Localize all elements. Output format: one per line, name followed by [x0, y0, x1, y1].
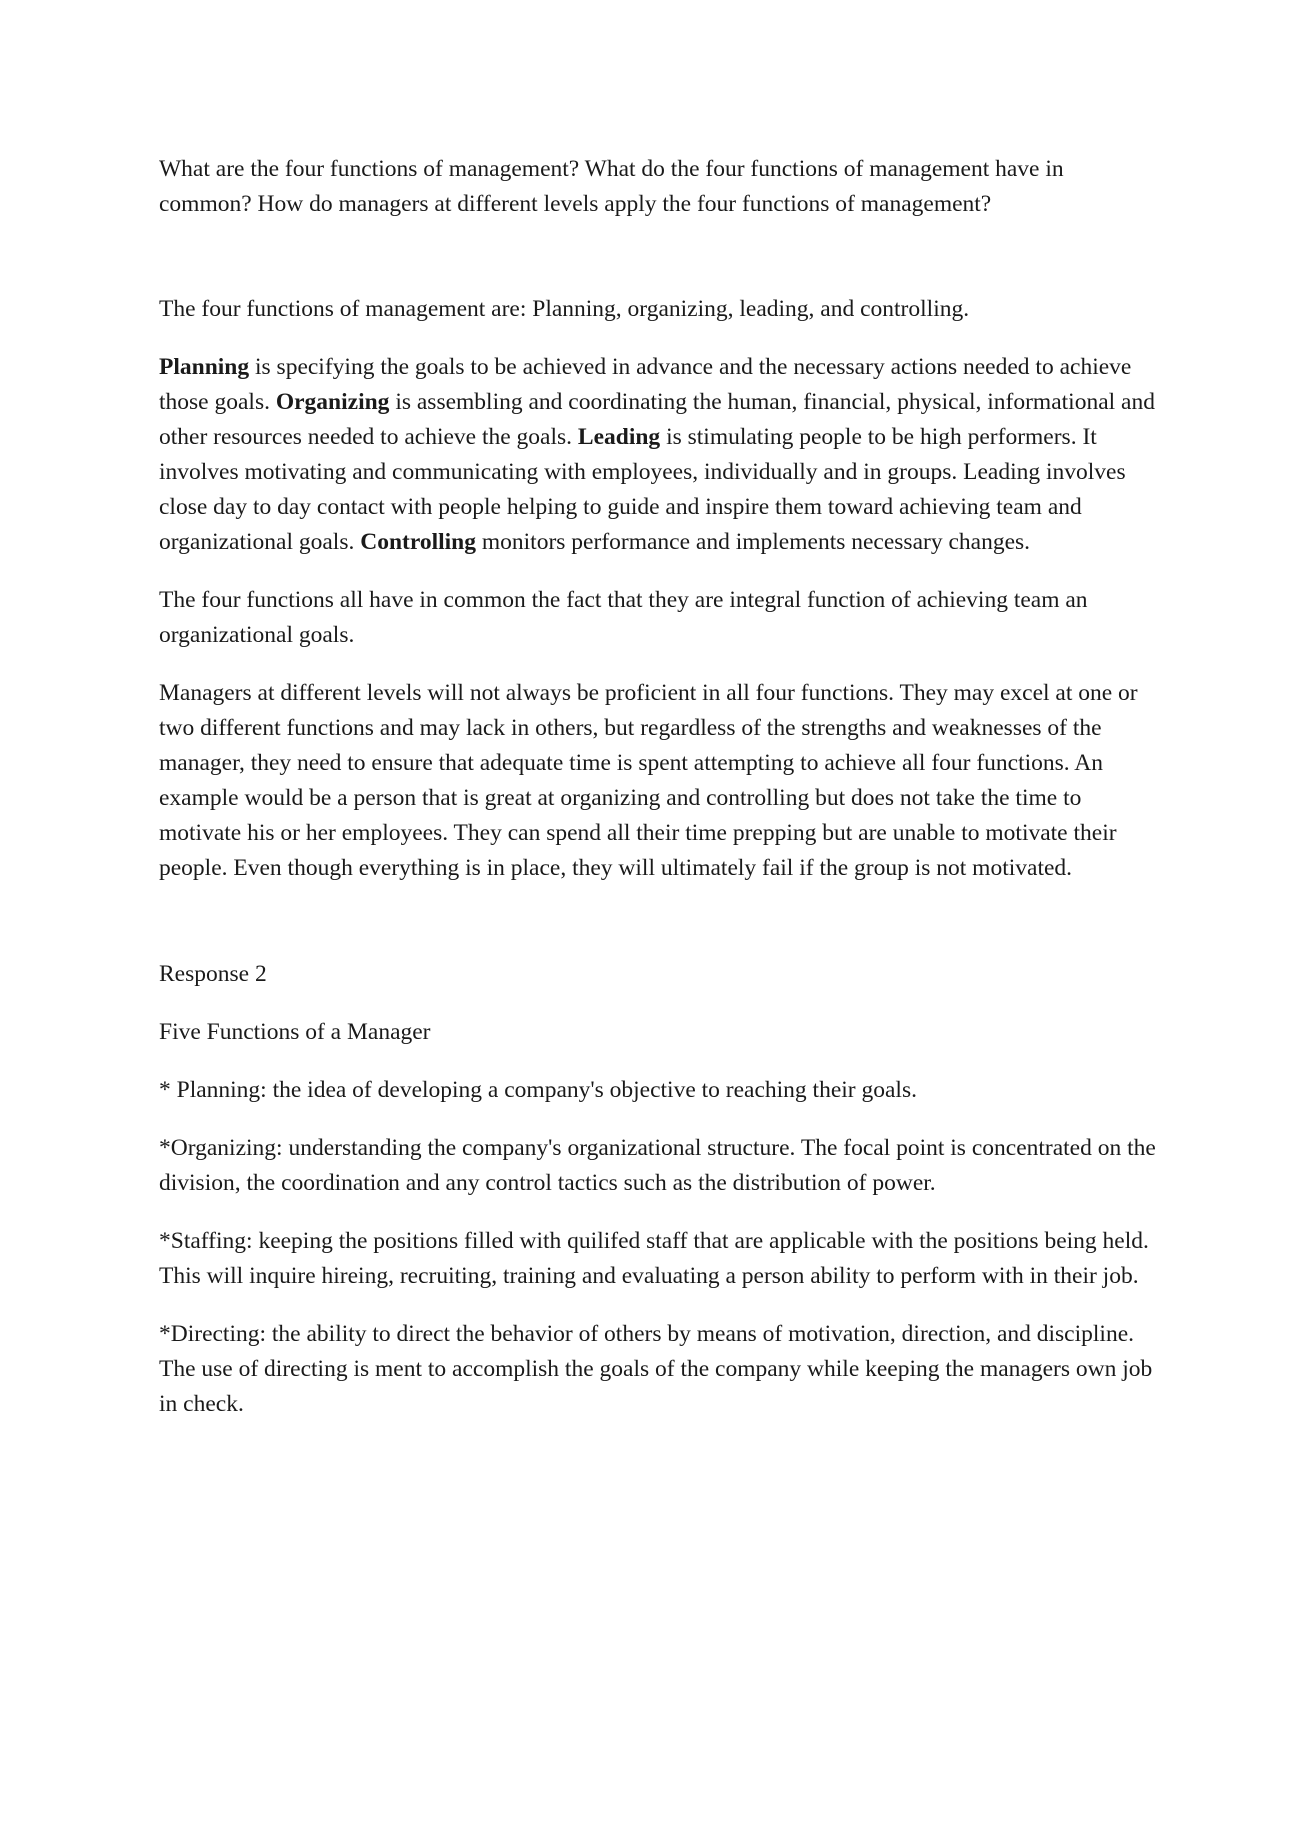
- planning-term: Planning: [159, 354, 250, 380]
- leading-term: Leading: [577, 424, 661, 450]
- controlling-text: monitors performance and implements necessary changes.: [476, 529, 1031, 555]
- list-item-staffing: *Staffing: keeping the positions filled with quilifed staff that are applicable with the positions being held. This will inquire hireing, recruiting, training and evaluating a person ability to perform with in their job.: [159, 1228, 1149, 1289]
- response2-subheading: Five Functions of a Manager: [159, 1019, 431, 1045]
- levels-paragraph: Managers at different levels will not always be proficient in all four functions. They may excel at one or two different functions and may lack in others, but regardless of the strengths and weaknesses of the manager, they need to ensure that adequate time is spent attempting to achieve all four functions. An example would be a person that is great at organizing and controlling but does not take the time to motivate his or her employees. They can spend all their time prepping but are unable to motivate their people. Even though everything is in place, they will ultimately fail if the group is not motivated.: [159, 680, 1138, 881]
- document-page: [159, 152, 1159, 1422]
- planning-text: is specifying the goals to be achieved in advance and the necessary actions needed to achieve those goals.: [159, 354, 1132, 415]
- organizing-text: is assembling and coordinating the human, financial, physical, informational and other resources needed to achieve the goals.: [159, 389, 1155, 450]
- response2-heading: Response 2: [159, 961, 267, 987]
- list-item-planning: * Planning: the idea of developing a company's objective to reaching their goals.: [159, 1077, 917, 1103]
- leading-text: is stimulating people to be high performers. It involves motivating and communicating with employees, individually and in groups. Leading involves close day to day contact with people helping to guide and inspire them toward achieving team and organizational goals.: [159, 424, 1126, 555]
- organizing-term: Organizing: [275, 389, 390, 415]
- list-item-organizing: *Organizing: understanding the company's organizational structure. The focal point is concentrated on the division, the coordination and any control tactics such as the distribution of power.: [159, 1135, 1156, 1196]
- controlling-term: Controlling: [360, 529, 476, 555]
- common-paragraph: The four functions all have in common the fact that they are integral function of achieving team an organizational goals.: [159, 587, 1088, 648]
- intro-paragraph: The four functions of management are: Planning, organizing, leading, and controlling.: [159, 296, 970, 322]
- definitions-paragraph: [159, 350, 1159, 560]
- list-item-directing: *Directing: the ability to direct the behavior of others by means of motivation, direction, and discipline. The use of directing is ment to accomplish the goals of the company while keeping the managers own job in check.: [159, 1321, 1153, 1417]
- question-paragraph: What are the four functions of management? What do the four functions of management have in common? How do managers at different levels apply the four functions of management?: [159, 156, 1064, 217]
